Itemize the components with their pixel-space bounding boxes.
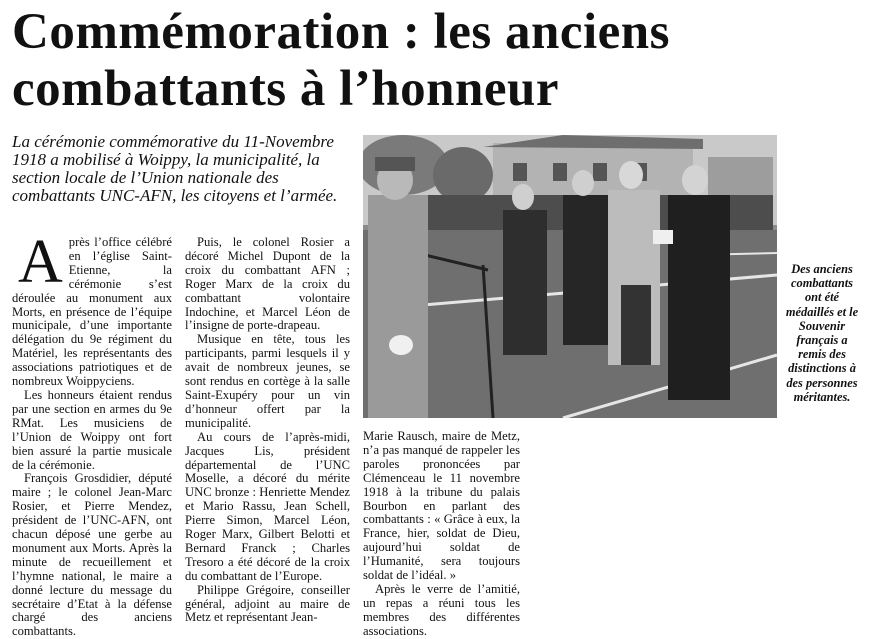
body-paragraph: François Grosdidier, député maire ; le colonel Jean-Marc Rosier, et Pierre Mendez, président de l’UNC-AFN, ont chacun déposé une gerbe au monument aux Morts. Après la minute de recueillement et l’hymne national, le maire a donné lecture du message du secrétaire d’Etat à la défense chargé des anciens combattants.: [12, 471, 172, 639]
article-column-2: [185, 236, 350, 625]
article-column-3: [363, 430, 520, 639]
body-paragraph: près l’office célébré en l’église Saint-Etienne, la cérémonie s’est déroulée au monument aux Morts, en présence de l’équipe municipale, d’une importante délégation du 9e régiment du Matériel, les représentants des associations patriotiques et de nombreux Woippyciens.: [12, 235, 172, 389]
lead-paragraph: La cérémonie commémorative du 11-Novembre 1918 a mobilisé à Woippy, la municipalité, la section locale de l’Union nationale des combattants UNC-AFN, les citoyens et l’armée.: [12, 132, 338, 205]
body-paragraph: Philippe Grégoire, conseiller général, adjoint au maire de Metz et représentant Jean-: [185, 582, 350, 625]
article-column-1: [12, 228, 172, 639]
body-paragraph: Les honneurs étaient rendus par une section en armes du 9e RMat. Les musiciens de l’Union de Woippy ont fort bien assuré la partie musicale de la cérémonie.: [12, 387, 172, 472]
drop-cap: A: [18, 228, 63, 296]
photo-caption: Des anciens combattants ont été médaillés et le Souvenir français a remis des distinctions à des personnes méritantes.: [785, 262, 859, 404]
body-paragraph: Après le verre de l’amitié, un repas a réuni tous les membres des différentes associations.: [363, 581, 520, 638]
body-paragraph: Musique en tête, tous les participants, parmi lesquels il y avait de nombreux jeunes, se sont rendus en cortège à la salle Saint-Exupéry pour un vin d’honneur offert par la municipalité.: [185, 332, 350, 430]
body-paragraph: Au cours de l’après-midi, Jacques Lis, président départemental de l’UNC Moselle, a décoré du mérite UNC bronze : Henriette Mendez et Mario Rassu, Jean Schell, Pierre Simon, Marcel Léon, Roger Marx, Gilbert Belotti et Bernard Franck ; Charles Tresoro a été décoré de la croix du combattant de l’Europe.: [185, 429, 350, 583]
body-paragraph: Marie Rausch, maire de Metz, n’a pas manqué de rappeler les paroles prononcées par Clémenceau le 11 novembre 1918 à la tribune du palais Bourbon en parlant des combattants : « Grâce à eux, la France, hier, soldat de Dieu, aujourd’hui soldat de l’Humanité, sera toujours soldat de l’idéal. »: [363, 429, 520, 583]
ceremony-photo: [363, 135, 777, 418]
ceremony-photo-illustration: [363, 135, 777, 418]
body-paragraph: Puis, le colonel Rosier a décoré Michel Dupont de la croix du combattant AFN ; Roger Marx de la croix du combattant volontaire Indochine, et Marcel Léon de l’insigne de porte-drapeau.: [185, 235, 350, 333]
headline: Commémoration : les anciens combattants à l’honneur: [12, 4, 670, 117]
